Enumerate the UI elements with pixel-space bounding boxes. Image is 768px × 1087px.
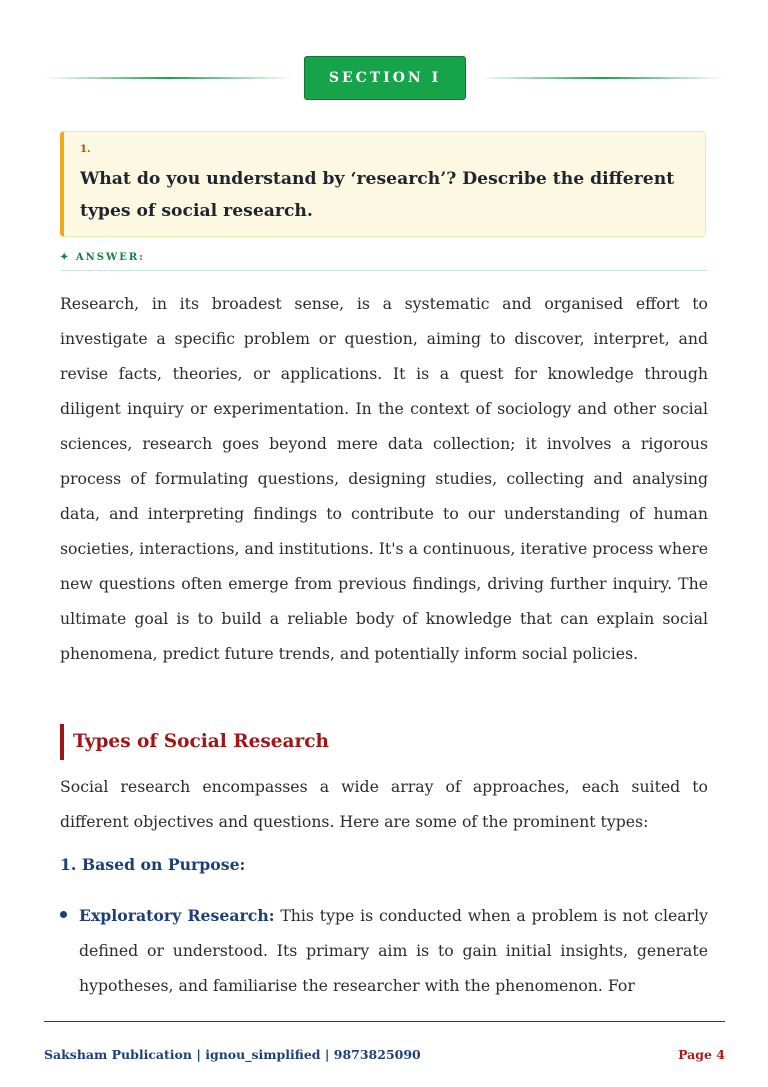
page-number: Page 4 [678, 1047, 725, 1062]
question-box [60, 131, 706, 237]
answer-divider [60, 270, 708, 271]
section-badge: SECTION I [304, 56, 466, 100]
bullet-term: Exploratory Research: [79, 906, 275, 925]
question-text: What do you understand by ‘research’? Describe the different types of social research. [80, 169, 675, 221]
question-number: 1. [80, 144, 91, 155]
answer-label: ✦ ANSWER: [60, 252, 145, 263]
answer-intro-paragraph: Research, in its broadest sense, is a systematic and organised effort to investigate a specific problem or question, aiming to discover, interpret, and revise facts, theories, or applications. It is a quest for knowledge through diligent inquiry or experimentation. In the context of sociology and other social sciences, research goes beyond mere data collection; it involves a rigorous process of formulating questions, designing studies, collecting and analysing data, and interpreting findings to contribute to our understanding of human societies, interactions, and institutions. It's a continuous, iterative process where new questions often emerge from previous findings, driving further inquiry. The ultimate goal is to build a reliable body of knowledge that can explain social phenomena, predict future trends, and potentially inform social policies. [60, 294, 709, 663]
footer-divider [44, 1021, 725, 1022]
types-heading: Types of Social Research [60, 724, 329, 760]
section-divider-left [44, 77, 294, 79]
section-header [44, 56, 724, 100]
bullet-dot-icon [60, 911, 67, 918]
list-item [79, 898, 708, 1003]
section-divider-right [480, 77, 724, 79]
types-intro-paragraph: Social research encompasses a wide array of approaches, each suited to different objectives and questions. Here are some of the prominent types: [60, 777, 708, 831]
bullet-text: This type is conducted when a problem is not clearly defined or understood. Its primary aim is to gain initial insights, generate hypotheses, and familiarise the researcher with the phenomenon. For [79, 906, 708, 995]
purpose-heading: 1. Based on Purpose: [60, 855, 246, 874]
footer-publisher: Saksham Publication | ignou_simplified | 9873825090 [44, 1047, 421, 1062]
